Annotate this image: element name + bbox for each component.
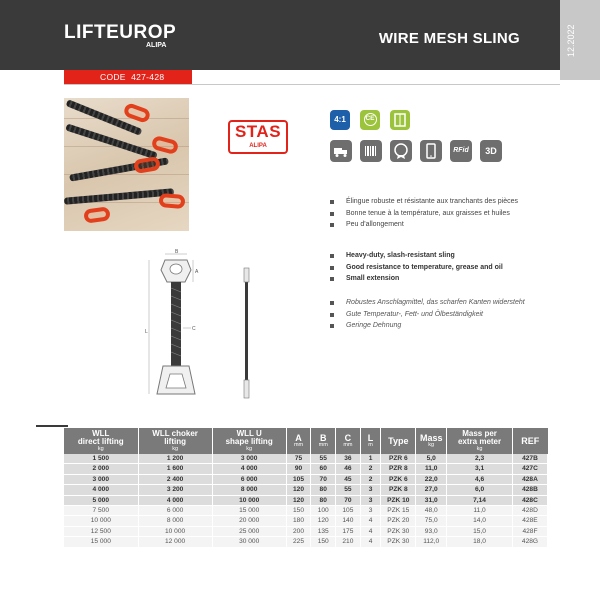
table-cell: 428G — [512, 537, 547, 547]
col-header: WLL U shape lifting kg — [212, 428, 286, 454]
table-cell: PZK 6 — [381, 474, 416, 484]
table-cell: 46 — [336, 464, 361, 474]
list-item: Gute Temperatur-, Fett- und Ölbeständigkeit — [330, 309, 525, 321]
table-cell: 105 — [286, 474, 311, 484]
table-cell: PZR 6 — [381, 454, 416, 464]
table-accent-line — [36, 425, 68, 427]
table-row — [64, 464, 548, 474]
manual-icon — [390, 110, 410, 130]
dim-c-label: C — [192, 326, 196, 332]
table-cell: 10 000 — [64, 516, 138, 526]
table-cell: 75 — [286, 454, 311, 464]
table-cell: 70 — [311, 474, 336, 484]
table-cell: 1 200 — [138, 454, 212, 464]
table-cell: 15 000 — [64, 537, 138, 547]
table-cell: 3 000 — [64, 474, 138, 484]
ce-mark-icon — [360, 110, 380, 130]
table-cell: 11,0 — [416, 464, 447, 474]
table-cell: 427C — [512, 464, 547, 474]
table-cell: 90 — [286, 464, 311, 474]
table-cell: PZK 30 — [381, 537, 416, 547]
table-cell: 14,0 — [447, 516, 513, 526]
edition-date: 12.2022 — [566, 24, 576, 58]
table-cell: 36 — [336, 454, 361, 464]
col-header: A mm — [286, 428, 311, 454]
table-row — [64, 506, 548, 516]
table-cell: 4 — [360, 537, 381, 547]
list-item: Heavy-duty, slash-resistant sling — [330, 250, 503, 262]
table-cell: 6,0 — [447, 485, 513, 495]
table-cell: 4 000 — [138, 495, 212, 505]
stas-logo-sub: ALIPA — [249, 143, 267, 149]
dim-b-label: B — [175, 249, 179, 255]
table-cell: 2 — [360, 474, 381, 484]
table-cell: 1 500 — [64, 454, 138, 464]
table-cell: 27,0 — [416, 485, 447, 495]
table-cell: 3 000 — [212, 454, 286, 464]
list-item: Bonne tenue à la température, aux graisses et huiles — [330, 208, 518, 220]
table-cell: 428B — [512, 485, 547, 495]
table-cell: 428C — [512, 495, 547, 505]
page-title: WIRE MESH SLING — [378, 30, 520, 47]
bullets-english — [330, 250, 503, 285]
table-cell: 55 — [336, 485, 361, 495]
table-cell: 8 000 — [138, 516, 212, 526]
table-cell: 120 — [311, 516, 336, 526]
table-cell: 30 000 — [212, 537, 286, 547]
table-cell: 4 000 — [64, 485, 138, 495]
list-item: Élingue robuste et résistante aux tranchants des pièces — [330, 196, 518, 208]
table-row — [64, 485, 548, 495]
stas-logo — [228, 120, 288, 154]
table-cell: 2 400 — [138, 474, 212, 484]
list-item: Small extension — [330, 273, 503, 285]
list-item: Geringe Dehnung — [330, 320, 525, 332]
table-cell: PZK 10 — [381, 495, 416, 505]
table-cell: 4 — [360, 516, 381, 526]
table-cell: 210 — [336, 537, 361, 547]
table-cell: 4 — [360, 526, 381, 536]
table-cell: 1 600 — [138, 464, 212, 474]
code-value: 427-428 — [131, 72, 165, 82]
table-cell: 6 000 — [138, 506, 212, 516]
table-cell: 428F — [512, 526, 547, 536]
table-cell: 428A — [512, 474, 547, 484]
table-cell: 5,0 — [416, 454, 447, 464]
table-cell: 3 — [360, 495, 381, 505]
table-cell: 25 000 — [212, 526, 286, 536]
table-cell: 22,0 — [416, 474, 447, 484]
table-row — [64, 495, 548, 505]
table-cell: 150 — [311, 537, 336, 547]
table-cell: 3 — [360, 506, 381, 516]
table-cell: 2 — [360, 464, 381, 474]
table-cell: 18,0 — [447, 537, 513, 547]
table-cell: 100 — [311, 506, 336, 516]
safety-factor-badge: 4:1 — [330, 110, 350, 130]
table-cell: 225 — [286, 537, 311, 547]
technical-drawing — [135, 248, 275, 418]
table-cell: 120 — [286, 485, 311, 495]
table-cell: 75,0 — [416, 516, 447, 526]
brand-logo — [64, 22, 176, 44]
table-cell: 11,0 — [447, 506, 513, 516]
table-cell: 55 — [311, 454, 336, 464]
table-header-row — [64, 428, 548, 454]
table-cell: 12 000 — [138, 537, 212, 547]
table-cell: 7,14 — [447, 495, 513, 505]
table-cell: 45 — [336, 474, 361, 484]
3d-icon: 3D — [480, 140, 502, 162]
table-cell: 180 — [286, 516, 311, 526]
table-cell: 4,6 — [447, 474, 513, 484]
table-cell: 1 — [360, 454, 381, 464]
table-cell: 5 000 — [64, 495, 138, 505]
table-row — [64, 516, 548, 526]
col-header: WLL choker lifting kg — [138, 428, 212, 454]
table-row — [64, 537, 548, 547]
list-item: Good resistance to temperature, grease and oil — [330, 262, 503, 274]
rfid-icon: RFid — [450, 140, 472, 162]
dim-a-label: A — [195, 269, 199, 275]
bullets-german — [330, 297, 525, 332]
table-cell: 80 — [311, 495, 336, 505]
certificate-icon — [390, 140, 412, 162]
smartphone-icon — [420, 140, 442, 162]
col-header: Mass kg — [416, 428, 447, 454]
table-cell: 70 — [336, 495, 361, 505]
table-cell: 4 000 — [212, 464, 286, 474]
table-cell: 15 000 — [212, 506, 286, 516]
header-bar — [0, 0, 560, 70]
table-cell: 175 — [336, 526, 361, 536]
brand-name: LIFTEUROP — [64, 22, 177, 43]
table-cell: 10 000 — [212, 495, 286, 505]
table-cell: 2,3 — [447, 454, 513, 464]
table-cell: 31,0 — [416, 495, 447, 505]
table-cell: 150 — [286, 506, 311, 516]
col-header: B mm — [311, 428, 336, 454]
bullets-french — [330, 196, 518, 231]
brand-sub: ALIPA — [146, 42, 167, 49]
product-photo — [64, 98, 189, 231]
product-code-bar — [64, 70, 192, 84]
table-cell: PZK 30 — [381, 526, 416, 536]
table-row — [64, 474, 548, 484]
table-cell: 3,1 — [447, 464, 513, 474]
col-header: REF — [512, 428, 547, 454]
table-cell: 48,0 — [416, 506, 447, 516]
stas-logo-text: STAS — [234, 122, 282, 141]
table-cell: 20 000 — [212, 516, 286, 526]
table-cell: 428D — [512, 506, 547, 516]
table-cell: PZK 20 — [381, 516, 416, 526]
table-cell: 8 000 — [212, 485, 286, 495]
table-cell: 3 200 — [138, 485, 212, 495]
table-cell: PZK 15 — [381, 506, 416, 516]
table-row — [64, 454, 548, 464]
barcode-icon — [360, 140, 382, 162]
table-cell: 135 — [311, 526, 336, 536]
table-cell: 428E — [512, 516, 547, 526]
table-cell: 120 — [286, 495, 311, 505]
table-cell: PZK 8 — [381, 485, 416, 495]
table-cell: 2 000 — [64, 464, 138, 474]
table-cell: 10 000 — [138, 526, 212, 536]
table-cell: 7 500 — [64, 506, 138, 516]
table-cell: 12 500 — [64, 526, 138, 536]
dim-l-label: L — [145, 329, 148, 335]
list-item: Robustes Anschlagmittel, das scharfen Kanten widersteht — [330, 297, 525, 309]
table-body — [64, 454, 548, 547]
code-label: CODE — [100, 72, 126, 82]
col-header: WLL direct lifting kg — [64, 428, 138, 454]
table-cell: PZR 8 — [381, 464, 416, 474]
table-cell: 6 000 — [212, 474, 286, 484]
table-cell: 80 — [311, 485, 336, 495]
ce-mark-text: CE — [364, 113, 377, 126]
table-cell: 15,0 — [447, 526, 513, 536]
table-cell: 200 — [286, 526, 311, 536]
table-cell: 112,0 — [416, 537, 447, 547]
table-row — [64, 526, 548, 536]
table-cell: 140 — [336, 516, 361, 526]
truck-icon — [330, 140, 352, 162]
table-cell: 105 — [336, 506, 361, 516]
table-cell: 93,0 — [416, 526, 447, 536]
table-cell: 60 — [311, 464, 336, 474]
header-divider — [64, 84, 560, 85]
table-cell: 427B — [512, 454, 547, 464]
table-cell: 3 — [360, 485, 381, 495]
specifications-table — [64, 428, 548, 548]
list-item: Peu d'allongement — [330, 219, 518, 231]
col-header: L m — [360, 428, 381, 454]
col-header: Type — [381, 428, 416, 454]
col-header: C mm — [336, 428, 361, 454]
col-header: Mass per extra meter kg — [447, 428, 513, 454]
